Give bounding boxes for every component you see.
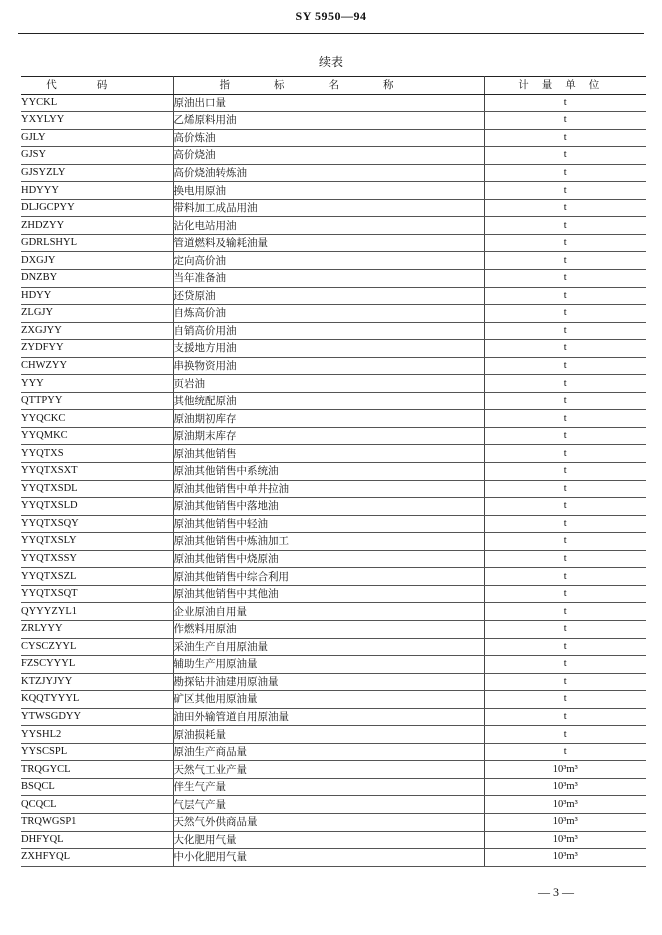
code-cell: QYYYZYL1 (21, 603, 173, 621)
unit-cell: t (484, 550, 646, 568)
code-cell: TRQGYCL (21, 761, 173, 779)
header-divider (18, 33, 644, 34)
code-cell: TRQWGSP1 (21, 813, 173, 831)
code-cell: ZXHFYQL (21, 849, 173, 867)
code-cell: YYSCSPL (21, 743, 173, 761)
table-row (21, 147, 646, 165)
name-cell: 支援地方用油 (173, 340, 484, 358)
unit-cell: t (484, 726, 646, 744)
unit-cell: t (484, 217, 646, 235)
table-row (21, 287, 646, 305)
name-cell: 矿区其他用原油量 (173, 691, 484, 709)
table-header-row (21, 77, 646, 95)
name-cell: 原油其他销售中系统油 (173, 463, 484, 481)
code-cell: YYQTXSLD (21, 498, 173, 516)
code-cell: KQQTYYYL (21, 691, 173, 709)
table-row (21, 498, 646, 516)
code-cell: DXGJY (21, 252, 173, 270)
name-cell: 天然气外供商品量 (173, 813, 484, 831)
unit-cell: t (484, 94, 646, 112)
code-cell: YYCKL (21, 94, 173, 112)
unit-cell: t (484, 322, 646, 340)
code-cell: ZRLYYY (21, 620, 173, 638)
name-cell: 原油出口量 (173, 94, 484, 112)
table-row (21, 112, 646, 130)
code-cell: YYQTXSXT (21, 463, 173, 481)
unit-cell: t (484, 498, 646, 516)
code-cell: DLJGCPYY (21, 199, 173, 217)
code-cell: YYQTXSLY (21, 533, 173, 551)
code-cell: KTZJYJYY (21, 673, 173, 691)
code-cell: GJLY (21, 129, 173, 147)
table-row (21, 129, 646, 147)
table-row (21, 340, 646, 358)
unit-cell: t (484, 375, 646, 393)
name-cell: 原油其他销售中单井拉油 (173, 480, 484, 498)
name-cell: 当年准备油 (173, 270, 484, 288)
name-cell: 采油生产自用原油量 (173, 638, 484, 656)
name-cell: 高价烧油转炼油 (173, 164, 484, 182)
code-cell: CYSCZYYL (21, 638, 173, 656)
unit-cell: t (484, 234, 646, 252)
unit-cell: t (484, 673, 646, 691)
unit-cell: t (484, 164, 646, 182)
unit-cell: t (484, 129, 646, 147)
unit-cell: t (484, 620, 646, 638)
code-cell: GDRLSHYL (21, 234, 173, 252)
name-cell: 气层气产量 (173, 796, 484, 814)
table-row (21, 515, 646, 533)
table-row (21, 463, 646, 481)
code-cell: YYY (21, 375, 173, 393)
name-cell: 原油其他销售中综合利用 (173, 568, 484, 586)
name-cell: 串换物资用油 (173, 357, 484, 375)
code-cell: ZHDZYY (21, 217, 173, 235)
table-row (21, 270, 646, 288)
standard-number-header: SY 5950—94 (295, 9, 367, 23)
code-cell: YYQTXSZL (21, 568, 173, 586)
name-cell: 沾化电站用油 (173, 217, 484, 235)
code-cell: FZSCYYYL (21, 656, 173, 674)
unit-cell: t (484, 708, 646, 726)
table-row (21, 217, 646, 235)
table-row (21, 620, 646, 638)
name-cell: 原油其他销售中炼油加工 (173, 533, 484, 551)
table-row (21, 533, 646, 551)
code-cell: GJSY (21, 147, 173, 165)
name-cell: 油田外输管道自用原油量 (173, 708, 484, 726)
table-row (21, 234, 646, 252)
code-cell: ZLGJY (21, 305, 173, 323)
code-cell: YYQTXSQY (21, 515, 173, 533)
code-cell: YXYLYY (21, 112, 173, 130)
name-cell: 大化肥用气量 (173, 831, 484, 849)
code-cell: HDYY (21, 287, 173, 305)
table-row (21, 638, 646, 656)
table-row (21, 796, 646, 814)
table-row (21, 182, 646, 200)
column-header-code: 代码 (21, 77, 173, 95)
unit-cell: t (484, 603, 646, 621)
unit-cell: t (484, 691, 646, 709)
unit-cell: t (484, 533, 646, 551)
name-cell: 原油期初库存 (173, 410, 484, 428)
table-row (21, 410, 646, 428)
unit-cell: t (484, 463, 646, 481)
table-row (21, 761, 646, 779)
name-cell: 作燃料用原油 (173, 620, 484, 638)
unit-cell: t (484, 515, 646, 533)
unit-cell: t (484, 585, 646, 603)
table-row (21, 673, 646, 691)
table-row (21, 94, 646, 112)
unit-cell: t (484, 112, 646, 130)
table-row (21, 585, 646, 603)
table-row (21, 568, 646, 586)
name-cell: 勘探钻井油建用原油量 (173, 673, 484, 691)
table-row (21, 164, 646, 182)
table-row (21, 252, 646, 270)
unit-cell: t (484, 427, 646, 445)
code-cell: ZYDFYY (21, 340, 173, 358)
name-cell: 定向高价油 (173, 252, 484, 270)
table-row (21, 357, 646, 375)
name-cell: 还贷原油 (173, 287, 484, 305)
name-cell: 原油损耗量 (173, 726, 484, 744)
name-cell: 页岩油 (173, 375, 484, 393)
name-cell: 自销高价用油 (173, 322, 484, 340)
name-cell: 管道燃料及输耗油量 (173, 234, 484, 252)
name-cell: 原油其他销售中落地油 (173, 498, 484, 516)
table-row (21, 813, 646, 831)
code-cell: ZXGJYY (21, 322, 173, 340)
code-cell: YYQTXSDL (21, 480, 173, 498)
name-cell: 换电用原油 (173, 182, 484, 200)
page-number: — 3 — (538, 885, 574, 899)
code-cell: YYSHL2 (21, 726, 173, 744)
unit-cell: t (484, 410, 646, 428)
unit-cell: t (484, 638, 646, 656)
name-cell: 原油其他销售中烧原油 (173, 550, 484, 568)
table-row (21, 392, 646, 410)
unit-cell: t (484, 656, 646, 674)
table-row (21, 199, 646, 217)
name-cell: 乙烯原料用油 (173, 112, 484, 130)
unit-cell: t (484, 340, 646, 358)
table-row (21, 480, 646, 498)
table-row (21, 550, 646, 568)
name-cell: 伴生气产量 (173, 778, 484, 796)
name-cell: 天然气工业产量 (173, 761, 484, 779)
code-cell: YYQTXS (21, 445, 173, 463)
indicator-code-table (21, 76, 646, 867)
name-cell: 自炼高价油 (173, 305, 484, 323)
unit-cell: 10³m³ (484, 831, 646, 849)
table-row (21, 656, 646, 674)
unit-cell: 10³m³ (484, 796, 646, 814)
unit-cell: t (484, 305, 646, 323)
code-cell: BSQCL (21, 778, 173, 796)
unit-cell: t (484, 357, 646, 375)
code-cell: DNZBY (21, 270, 173, 288)
code-cell: QCQCL (21, 796, 173, 814)
unit-cell: 10³m³ (484, 813, 646, 831)
unit-cell: 10³m³ (484, 778, 646, 796)
name-cell: 原油其他销售中轻油 (173, 515, 484, 533)
table-row (21, 691, 646, 709)
unit-cell: t (484, 480, 646, 498)
table-row (21, 322, 646, 340)
code-cell: QTTPYY (21, 392, 173, 410)
name-cell: 原油其他销售 (173, 445, 484, 463)
unit-cell: t (484, 147, 646, 165)
name-cell: 其他统配原油 (173, 392, 484, 410)
table-row (21, 708, 646, 726)
table-row (21, 831, 646, 849)
table-row (21, 427, 646, 445)
name-cell: 高价炼油 (173, 129, 484, 147)
table-row (21, 375, 646, 393)
table-row (21, 603, 646, 621)
unit-cell: t (484, 287, 646, 305)
name-cell: 原油生产商品量 (173, 743, 484, 761)
code-cell: GJSYZLY (21, 164, 173, 182)
table-row (21, 445, 646, 463)
code-cell: CHWZYY (21, 357, 173, 375)
name-cell: 原油期末库存 (173, 427, 484, 445)
column-header-unit: 计量单位 (484, 77, 646, 95)
table-row (21, 305, 646, 323)
name-cell: 企业原油自用量 (173, 603, 484, 621)
unit-cell: t (484, 270, 646, 288)
table-title: 续表 (318, 55, 343, 69)
unit-cell: 10³m³ (484, 761, 646, 779)
unit-cell: t (484, 252, 646, 270)
name-cell: 辅助生产用原油量 (173, 656, 484, 674)
table-body (21, 94, 646, 866)
unit-cell: 10³m³ (484, 849, 646, 867)
code-cell: YYQTXSQT (21, 585, 173, 603)
table-row (21, 778, 646, 796)
column-header-name: 指标名称 (173, 77, 484, 95)
unit-cell: t (484, 568, 646, 586)
unit-cell: t (484, 392, 646, 410)
name-cell: 高价烧油 (173, 147, 484, 165)
name-cell: 原油其他销售中其他油 (173, 585, 484, 603)
table-row (21, 849, 646, 867)
unit-cell: t (484, 199, 646, 217)
name-cell: 中小化肥用气量 (173, 849, 484, 867)
code-cell: HDYYY (21, 182, 173, 200)
code-cell: DHFYQL (21, 831, 173, 849)
unit-cell: t (484, 182, 646, 200)
code-cell: YYQTXSSY (21, 550, 173, 568)
table-row (21, 726, 646, 744)
unit-cell: t (484, 743, 646, 761)
code-cell: YTWSGDYY (21, 708, 173, 726)
unit-cell: t (484, 445, 646, 463)
table-row (21, 743, 646, 761)
code-cell: YYQMKC (21, 427, 173, 445)
code-cell: YYQCKC (21, 410, 173, 428)
name-cell: 带料加工成品用油 (173, 199, 484, 217)
